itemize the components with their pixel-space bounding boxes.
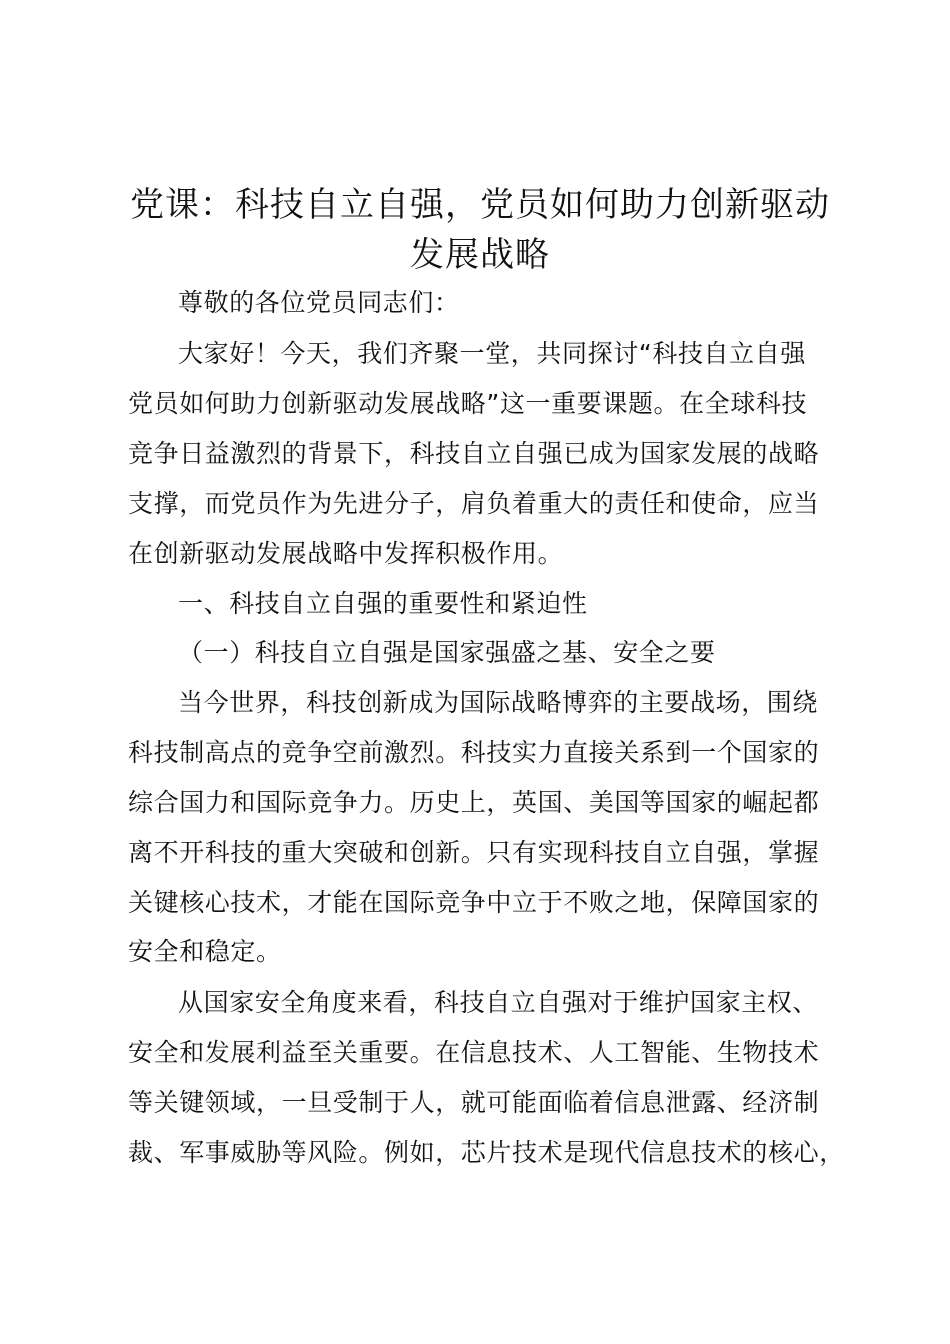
subsection-heading: （一）科技自立自强是国家强盛之基、安全之要 xyxy=(178,638,716,667)
intro-line: 竞争日益激烈的背景下，科技自立自强已成为国家发展的战略 xyxy=(128,439,820,468)
section-heading: 一、科技自立自强的重要性和紧迫性 xyxy=(178,589,588,618)
paragraph-line: 从国家安全角度来看，科技自立自强对于维护国家主权、 xyxy=(178,988,819,1017)
paragraph-line: 安全和稳定。 xyxy=(128,937,282,966)
title-line-1: 党课：科技自立自强，党员如何助力创新驱动 xyxy=(130,185,830,225)
paragraph-line: 科技制高点的竞争空前激烈。科技实力直接关系到一个国家的 xyxy=(128,738,820,767)
paragraph-line: 当今世界，科技创新成为国际战略博弈的主要战场，围绕 xyxy=(178,688,819,717)
paragraph-line: 安全和发展利益至关重要。在信息技术、人工智能、生物技术 xyxy=(128,1038,820,1067)
intro-line: 党员如何助力创新驱动发展战略”这一重要课题。在全球科技 xyxy=(128,389,808,418)
intro-line: 大家好！今天，我们齐聚一堂，共同探讨“科技自立自强 xyxy=(178,339,806,368)
paragraph-line: 综合国力和国际竞争力。历史上，英国、美国等国家的崛起都 xyxy=(128,788,820,817)
paragraph-line: 离不开科技的重大突破和创新。只有实现科技自立自强，掌握 xyxy=(128,838,820,867)
paragraph-line: 关键核心技术，才能在国际竞争中立于不败之地，保障国家的 xyxy=(128,888,820,917)
title-line-2: 发展战略 xyxy=(410,235,550,275)
paragraph-line: 裁、军事威胁等风险。例如，芯片技术是现代信息技术的核心， xyxy=(128,1138,845,1167)
intro-line: 支撑，而党员作为先进分子，肩负着重大的责任和使命，应当 xyxy=(128,489,820,518)
document-title xyxy=(110,180,850,280)
salutation: 尊敬的各位党员同志们： xyxy=(178,288,460,317)
intro-line: 在创新驱动发展战略中发挥积极作用。 xyxy=(128,539,564,568)
paragraph-line: 等关键领域，一旦受制于人，就可能面临着信息泄露、经济制 xyxy=(128,1088,820,1117)
